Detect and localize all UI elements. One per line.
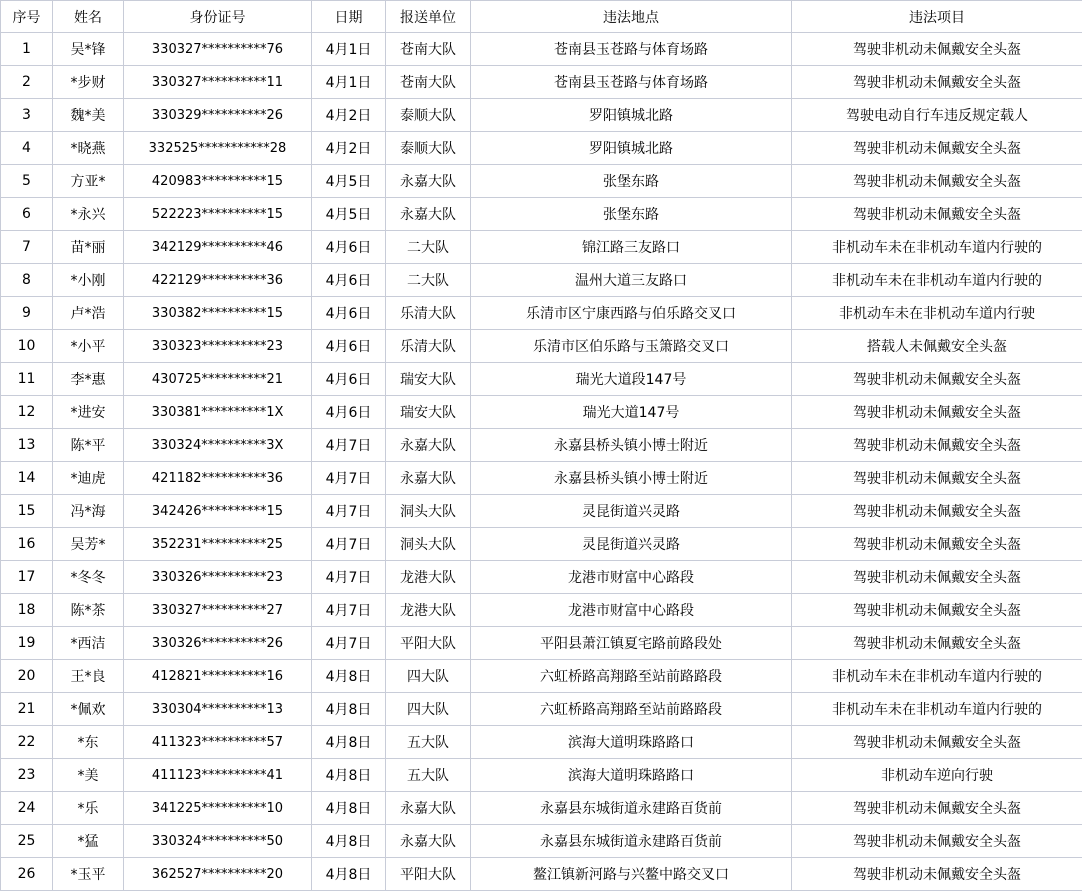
location-cell: 张堡东路 [471, 165, 792, 198]
header-row [1, 1, 1082, 33]
serial-cell: 12 [1, 396, 53, 429]
unit-cell: 永嘉大队 [386, 462, 471, 495]
name-cell: 陈*茶 [53, 594, 124, 627]
name-cell: *小刚 [53, 264, 124, 297]
name-cell: *西洁 [53, 627, 124, 660]
unit-cell: 苍南大队 [386, 33, 471, 66]
location-cell: 滨海大道明珠路路口 [471, 726, 792, 759]
table-row [1, 33, 1082, 66]
date-cell: 4月8日 [312, 759, 386, 792]
location-cell: 平阳县萧江镇夏宅路前路段处 [471, 627, 792, 660]
unit-cell: 洞头大队 [386, 528, 471, 561]
violation-cell: 驾驶非机动未佩戴安全头盔 [792, 165, 1082, 198]
unit-cell: 平阳大队 [386, 858, 471, 891]
location-cell: 张堡东路 [471, 198, 792, 231]
table-row [1, 594, 1082, 627]
table-row [1, 462, 1082, 495]
header-violation: 违法项目 [792, 1, 1082, 33]
date-cell: 4月6日 [312, 396, 386, 429]
id-number-cell: 412821**********16 [124, 660, 312, 693]
violation-cell: 驾驶非机动未佩戴安全头盔 [792, 33, 1082, 66]
id-number-cell: 330327**********76 [124, 33, 312, 66]
header-location: 违法地点 [471, 1, 792, 33]
name-cell: 李*惠 [53, 363, 124, 396]
table-row [1, 561, 1082, 594]
name-cell: *猛 [53, 825, 124, 858]
unit-cell: 泰顺大队 [386, 99, 471, 132]
id-number-cell: 330381**********1X [124, 396, 312, 429]
date-cell: 4月7日 [312, 561, 386, 594]
violation-cell: 驾驶非机动未佩戴安全头盔 [792, 792, 1082, 825]
name-cell: *玉平 [53, 858, 124, 891]
date-cell: 4月6日 [312, 297, 386, 330]
violation-cell: 非机动车未在非机动车道内行驶的 [792, 660, 1082, 693]
table-row [1, 726, 1082, 759]
id-number-cell: 330326**********23 [124, 561, 312, 594]
location-cell: 罗阳镇城北路 [471, 132, 792, 165]
table-row [1, 132, 1082, 165]
location-cell: 六虹桥路高翔路至站前路路段 [471, 693, 792, 726]
location-cell: 鳌江镇新河路与兴鳌中路交叉口 [471, 858, 792, 891]
location-cell: 永嘉县桥头镇小博士附近 [471, 429, 792, 462]
date-cell: 4月2日 [312, 99, 386, 132]
date-cell: 4月6日 [312, 264, 386, 297]
date-cell: 4月5日 [312, 198, 386, 231]
location-cell: 锦江路三友路口 [471, 231, 792, 264]
id-number-cell: 330324**********50 [124, 825, 312, 858]
table-row [1, 429, 1082, 462]
serial-cell: 24 [1, 792, 53, 825]
date-cell: 4月7日 [312, 462, 386, 495]
table-row [1, 627, 1082, 660]
name-cell: *进安 [53, 396, 124, 429]
location-cell: 龙港市财富中心路段 [471, 594, 792, 627]
location-cell: 灵昆街道兴灵路 [471, 528, 792, 561]
name-cell: 王*良 [53, 660, 124, 693]
unit-cell: 二大队 [386, 231, 471, 264]
date-cell: 4月5日 [312, 165, 386, 198]
unit-cell: 四大队 [386, 660, 471, 693]
violation-cell: 非机动车未在非机动车道内行驶的 [792, 693, 1082, 726]
date-cell: 4月6日 [312, 231, 386, 264]
name-cell: *步财 [53, 66, 124, 99]
header-serial: 序号 [1, 1, 53, 33]
date-cell: 4月8日 [312, 693, 386, 726]
serial-cell: 3 [1, 99, 53, 132]
name-cell: *晓燕 [53, 132, 124, 165]
header-id-number: 身份证号 [124, 1, 312, 33]
id-number-cell: 430725**********21 [124, 363, 312, 396]
violation-cell: 驾驶非机动未佩戴安全头盔 [792, 198, 1082, 231]
unit-cell: 瑞安大队 [386, 396, 471, 429]
id-number-cell: 411123**********41 [124, 759, 312, 792]
name-cell: *佩欢 [53, 693, 124, 726]
serial-cell: 1 [1, 33, 53, 66]
unit-cell: 永嘉大队 [386, 825, 471, 858]
serial-cell: 20 [1, 660, 53, 693]
id-number-cell: 522223**********15 [124, 198, 312, 231]
date-cell: 4月7日 [312, 495, 386, 528]
name-cell: *迪虎 [53, 462, 124, 495]
violation-cell: 驾驶非机动未佩戴安全头盔 [792, 363, 1082, 396]
name-cell: *乐 [53, 792, 124, 825]
violation-cell: 驾驶非机动未佩戴安全头盔 [792, 132, 1082, 165]
violation-cell: 驾驶非机动未佩戴安全头盔 [792, 429, 1082, 462]
id-number-cell: 341225**********10 [124, 792, 312, 825]
unit-cell: 四大队 [386, 693, 471, 726]
id-number-cell: 411323**********57 [124, 726, 312, 759]
violation-cell: 非机动车未在非机动车道内行驶 [792, 297, 1082, 330]
date-cell: 4月1日 [312, 33, 386, 66]
date-cell: 4月8日 [312, 825, 386, 858]
serial-cell: 6 [1, 198, 53, 231]
id-number-cell: 420983**********15 [124, 165, 312, 198]
table-row [1, 363, 1082, 396]
date-cell: 4月8日 [312, 792, 386, 825]
table-row [1, 858, 1082, 891]
violation-cell: 驾驶非机动未佩戴安全头盔 [792, 396, 1082, 429]
serial-cell: 26 [1, 858, 53, 891]
location-cell: 乐清市区伯乐路与玉箫路交叉口 [471, 330, 792, 363]
id-number-cell: 422129**********36 [124, 264, 312, 297]
unit-cell: 永嘉大队 [386, 165, 471, 198]
name-cell: 魏*美 [53, 99, 124, 132]
violation-cell: 驾驶非机动未佩戴安全头盔 [792, 561, 1082, 594]
name-cell: 卢*浩 [53, 297, 124, 330]
location-cell: 温州大道三友路口 [471, 264, 792, 297]
id-number-cell: 352231**********25 [124, 528, 312, 561]
location-cell: 灵昆街道兴灵路 [471, 495, 792, 528]
unit-cell: 龙港大队 [386, 594, 471, 627]
name-cell: *东 [53, 726, 124, 759]
serial-cell: 15 [1, 495, 53, 528]
serial-cell: 18 [1, 594, 53, 627]
violation-cell: 搭载人未佩戴安全头盔 [792, 330, 1082, 363]
header-reporting-unit: 报送单位 [386, 1, 471, 33]
date-cell: 4月7日 [312, 429, 386, 462]
unit-cell: 洞头大队 [386, 495, 471, 528]
id-number-cell: 330382**********15 [124, 297, 312, 330]
location-cell: 乐清市区宁康西路与伯乐路交叉口 [471, 297, 792, 330]
location-cell: 龙港市财富中心路段 [471, 561, 792, 594]
id-number-cell: 330323**********23 [124, 330, 312, 363]
id-number-cell: 332525***********28 [124, 132, 312, 165]
name-cell: 冯*海 [53, 495, 124, 528]
id-number-cell: 330324**********3X [124, 429, 312, 462]
unit-cell: 五大队 [386, 726, 471, 759]
name-cell: *冬冬 [53, 561, 124, 594]
violation-cell: 驾驶非机动未佩戴安全头盔 [792, 528, 1082, 561]
location-cell: 苍南县玉苍路与体育场路 [471, 66, 792, 99]
violation-cell: 驾驶非机动未佩戴安全头盔 [792, 858, 1082, 891]
unit-cell: 五大队 [386, 759, 471, 792]
name-cell: 吴*锋 [53, 33, 124, 66]
violation-cell: 驾驶非机动未佩戴安全头盔 [792, 627, 1082, 660]
table-row [1, 264, 1082, 297]
table-row [1, 231, 1082, 264]
id-number-cell: 330327**********27 [124, 594, 312, 627]
serial-cell: 13 [1, 429, 53, 462]
location-cell: 永嘉县东城街道永建路百货前 [471, 825, 792, 858]
date-cell: 4月2日 [312, 132, 386, 165]
violation-cell: 非机动车未在非机动车道内行驶的 [792, 231, 1082, 264]
date-cell: 4月8日 [312, 858, 386, 891]
id-number-cell: 330326**********26 [124, 627, 312, 660]
serial-cell: 10 [1, 330, 53, 363]
header-name: 姓名 [53, 1, 124, 33]
table-row [1, 66, 1082, 99]
date-cell: 4月8日 [312, 660, 386, 693]
unit-cell: 平阳大队 [386, 627, 471, 660]
violation-cell: 驾驶非机动未佩戴安全头盔 [792, 594, 1082, 627]
serial-cell: 19 [1, 627, 53, 660]
table-row [1, 99, 1082, 132]
name-cell: 苗*丽 [53, 231, 124, 264]
name-cell: *美 [53, 759, 124, 792]
location-cell: 苍南县玉苍路与体育场路 [471, 33, 792, 66]
table-row [1, 759, 1082, 792]
name-cell: 吴芳* [53, 528, 124, 561]
serial-cell: 23 [1, 759, 53, 792]
date-cell: 4月7日 [312, 627, 386, 660]
location-cell: 永嘉县桥头镇小博士附近 [471, 462, 792, 495]
violation-cell: 驾驶电动自行车违反规定载人 [792, 99, 1082, 132]
unit-cell: 永嘉大队 [386, 792, 471, 825]
location-cell: 瑞光大道段147号 [471, 363, 792, 396]
violation-cell: 驾驶非机动未佩戴安全头盔 [792, 495, 1082, 528]
table-row [1, 825, 1082, 858]
unit-cell: 二大队 [386, 264, 471, 297]
table-row [1, 528, 1082, 561]
location-cell: 六虹桥路高翔路至站前路路段 [471, 660, 792, 693]
id-number-cell: 330304**********13 [124, 693, 312, 726]
violation-cell: 驾驶非机动未佩戴安全头盔 [792, 462, 1082, 495]
location-cell: 永嘉县东城街道永建路百货前 [471, 792, 792, 825]
serial-cell: 9 [1, 297, 53, 330]
violation-cell: 非机动车逆向行驶 [792, 759, 1082, 792]
unit-cell: 乐清大队 [386, 297, 471, 330]
unit-cell: 龙港大队 [386, 561, 471, 594]
id-number-cell: 342426**********15 [124, 495, 312, 528]
location-cell: 罗阳镇城北路 [471, 99, 792, 132]
serial-cell: 8 [1, 264, 53, 297]
header-date: 日期 [312, 1, 386, 33]
unit-cell: 乐清大队 [386, 330, 471, 363]
table-row [1, 495, 1082, 528]
violation-cell: 驾驶非机动未佩戴安全头盔 [792, 66, 1082, 99]
location-cell: 滨海大道明珠路路口 [471, 759, 792, 792]
date-cell: 4月6日 [312, 363, 386, 396]
id-number-cell: 330327**********11 [124, 66, 312, 99]
serial-cell: 14 [1, 462, 53, 495]
table-row [1, 792, 1082, 825]
date-cell: 4月1日 [312, 66, 386, 99]
name-cell: *永兴 [53, 198, 124, 231]
table-row [1, 693, 1082, 726]
serial-cell: 25 [1, 825, 53, 858]
table-row [1, 165, 1082, 198]
name-cell: *小平 [53, 330, 124, 363]
location-cell: 瑞光大道147号 [471, 396, 792, 429]
table-row [1, 198, 1082, 231]
violation-cell: 驾驶非机动未佩戴安全头盔 [792, 726, 1082, 759]
serial-cell: 21 [1, 693, 53, 726]
serial-cell: 17 [1, 561, 53, 594]
table-row [1, 660, 1082, 693]
serial-cell: 4 [1, 132, 53, 165]
serial-cell: 2 [1, 66, 53, 99]
serial-cell: 7 [1, 231, 53, 264]
unit-cell: 泰顺大队 [386, 132, 471, 165]
table-row [1, 330, 1082, 363]
id-number-cell: 421182**********36 [124, 462, 312, 495]
unit-cell: 永嘉大队 [386, 429, 471, 462]
unit-cell: 永嘉大队 [386, 198, 471, 231]
name-cell: 陈*平 [53, 429, 124, 462]
serial-cell: 5 [1, 165, 53, 198]
table-row [1, 396, 1082, 429]
violation-cell: 驾驶非机动未佩戴安全头盔 [792, 825, 1082, 858]
date-cell: 4月6日 [312, 330, 386, 363]
id-number-cell: 342129**********46 [124, 231, 312, 264]
date-cell: 4月7日 [312, 528, 386, 561]
date-cell: 4月8日 [312, 726, 386, 759]
id-number-cell: 362527**********20 [124, 858, 312, 891]
serial-cell: 22 [1, 726, 53, 759]
unit-cell: 瑞安大队 [386, 363, 471, 396]
id-number-cell: 330329**********26 [124, 99, 312, 132]
table-row [1, 297, 1082, 330]
date-cell: 4月7日 [312, 594, 386, 627]
serial-cell: 11 [1, 363, 53, 396]
name-cell: 方亚* [53, 165, 124, 198]
violation-cell: 非机动车未在非机动车道内行驶的 [792, 264, 1082, 297]
unit-cell: 苍南大队 [386, 66, 471, 99]
serial-cell: 16 [1, 528, 53, 561]
